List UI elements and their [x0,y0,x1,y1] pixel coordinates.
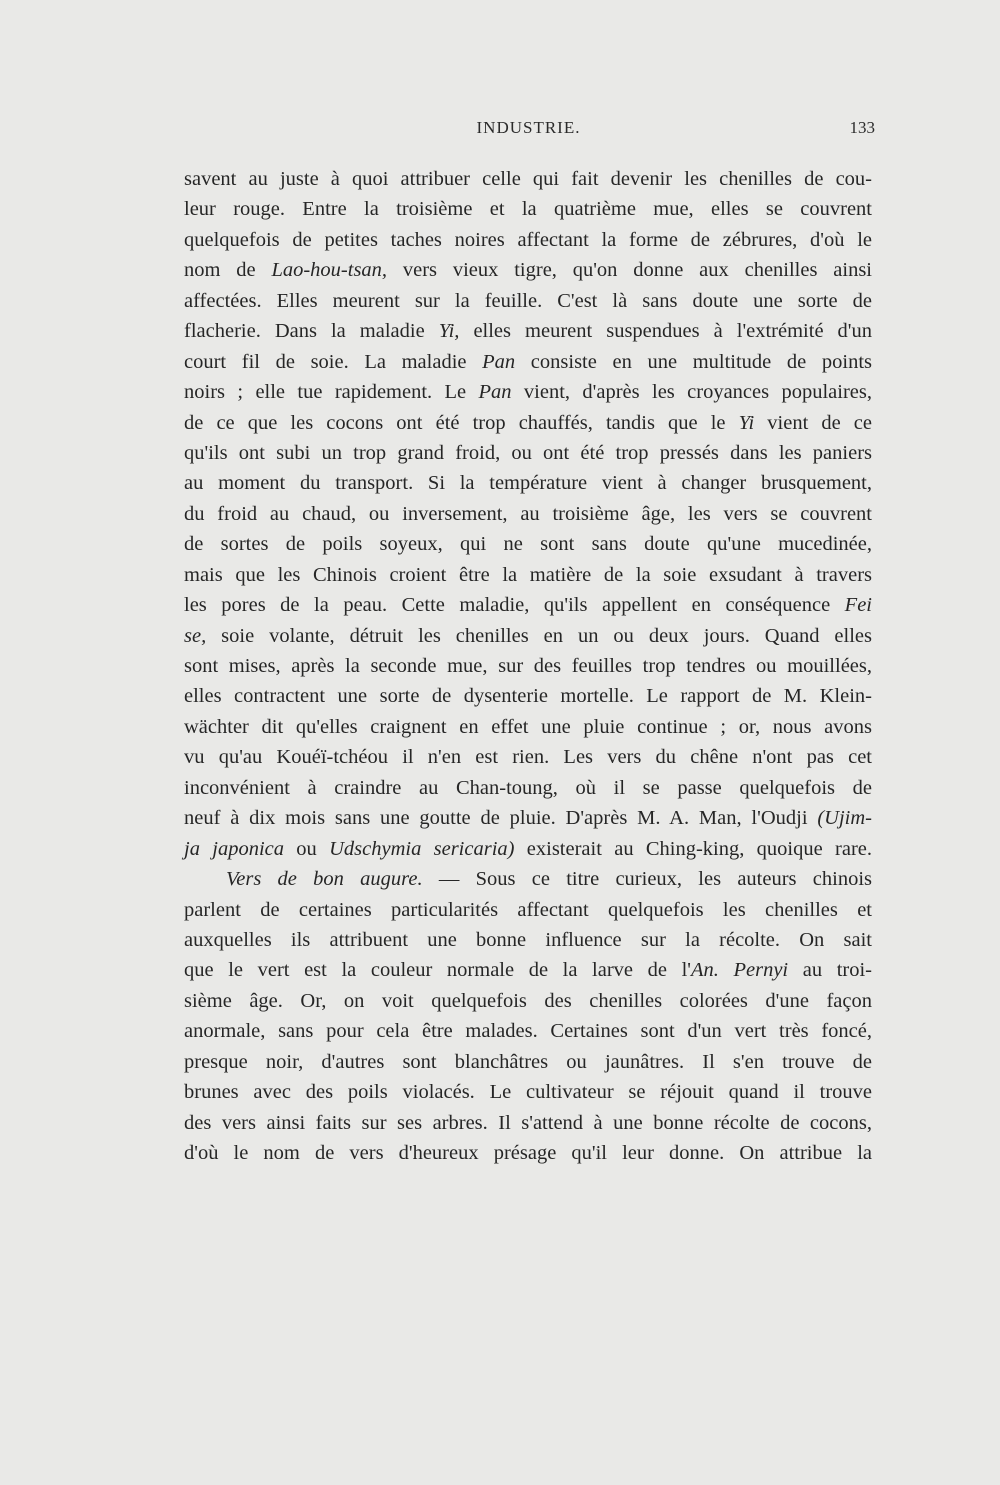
text-segment: existerait au Ching-king, quoique rare. [514,837,872,860]
text-segment: d'où le nom de vers d'heureux présage qu'il leur donne. On attribue la [184,1142,872,1164]
running-head [182,118,875,148]
text-line [184,834,872,864]
text-line [184,408,872,438]
text-line [184,742,872,772]
text-line [184,438,872,468]
text-segment: vient, d'après les croyances populaires, [511,381,872,404]
text-segment: mais que les Chinois croient être la matière de la soie exsudant à travers [184,563,872,586]
text-segment: vu qu'au Kouéï-tchéou il n'en est rien. Les vers du chêne n'ont pas cet [184,746,872,769]
text-line [184,925,872,955]
text-line [184,499,872,529]
text-segment: neuf à dix mois sans une goutte de pluie. D'après M. A. Man, l'Oudji [184,807,818,830]
text-segment: de ce que les cocons ont été trop chauffés, tandis que le [184,411,739,434]
text-segment: affectées. Elles meurent sur la feuille. C'est là sans doute une sorte de [184,289,872,312]
text-segment: au moment du transport. Si la température vient à changer brusquement, [184,472,872,495]
text-line [184,895,872,925]
text-segment: ou [283,837,330,860]
text-line [184,864,872,894]
italic-text: Pan [478,381,512,404]
italic-text: Vers de bon augure. [226,868,423,891]
text-line [184,773,872,803]
text-segment: parlent de certaines particularités affectant quelquefois les chenilles et [184,898,872,921]
text-line [184,986,872,1016]
text-line [184,286,872,316]
text-line [184,377,872,407]
italic-text: ja japonica [184,837,284,860]
text-segment: nom de [184,259,272,282]
text-segment: que le vert est la couleur normale de la larve de l' [184,959,691,982]
italic-text: An. Pernyi [690,959,789,982]
text-segment: auxquelles ils attribuent une bonne influence sur la récolte. On sait [184,928,872,951]
text-segment: elles meurent suspendues à l'extrémité d'un [459,320,873,343]
italic-text: Lao-hou-tsan, [271,259,388,282]
text-segment: au troi- [788,959,872,982]
text-line [184,1108,872,1138]
text-segment: quelquefois de petites taches noires affectant la forme de zébrures, d'où le [184,228,872,251]
text-segment: wächter dit qu'elles craignent en effet une pluie continue ; or, nous avons [184,715,872,738]
text-line [184,225,872,255]
text-segment: flacherie. Dans la maladie [184,320,439,343]
text-line [184,255,872,285]
italic-text: Fei [844,594,872,617]
text-segment: court fil de soie. La maladie [184,350,483,373]
text-segment: soie volante, détruit les chenilles en un ou deux jours. Quand elles [206,624,872,647]
text-line [184,681,872,711]
text-line [184,955,872,985]
text-segment: — Sous ce titre curieux, les auteurs chinois [422,868,872,891]
italic-text: (Ujim- [817,807,872,830]
italic-text: Udschymia sericaria) [329,837,515,860]
text-line [184,803,872,833]
text-segment: du froid au chaud, ou inversement, au troisième âge, les vers se couvrent [184,502,872,525]
text-line [184,347,872,377]
body-text [184,164,872,1168]
text-line [184,164,872,194]
text-line [184,529,872,559]
text-segment: savent au juste à quoi attribuer celle qui fait devenir les chenilles de cou- [184,168,872,190]
text-segment: de sortes de poils soyeux, qui ne sont sans doute qu'une mucedinée, [184,533,872,556]
text-segment: qu'ils ont subi un trop grand froid, ou ont été trop pressés dans les paniers [184,441,872,464]
italic-text: Pan [482,350,516,373]
text-segment: presque noir, d'autres sont blanchâtres ou jaunâtres. Il s'en trouve de [184,1050,872,1073]
italic-text: Yi [738,411,755,434]
text-segment: brunes avec des poils violacés. Le cultivateur se réjouit quand il trouve [184,1081,872,1104]
text-line [184,1016,872,1046]
text-segment: sième âge. Or, on voit quelquefois des chenilles colorées d'une façon [184,989,872,1012]
text-segment: vers vieux tigre, qu'on donne aux chenilles ainsi [387,259,872,282]
text-segment: inconvénient à craindre au Chan-toung, où il se passe quelquefois de [184,776,872,799]
text-line [184,621,872,651]
text-segment: consiste en une multitude de points [515,350,872,373]
text-segment: noirs ; elle tue rapidement. Le [184,381,479,404]
text-line [184,590,872,620]
text-line [184,468,872,498]
text-segment: elles contractent une sorte de dysenterie mortelle. Le rapport de M. Klein- [184,685,872,708]
text-segment: vient de ce [754,411,872,434]
text-segment: anormale, sans pour cela être malades. Certaines sont d'un vert très foncé, [184,1020,872,1043]
italic-text: Yi, [438,320,460,343]
text-segment: sont mises, après la seconde mue, sur des feuilles trop tendres ou mouillées, [184,655,872,677]
text-line [184,560,872,590]
text-line [184,194,872,224]
text-segment: des vers ainsi faits sur ses arbres. Il s'attend à une bonne récolte de cocons, [184,1111,872,1134]
text-line [184,1047,872,1077]
text-segment: les pores de la peau. Cette maladie, qu'ils appellent en conséquence [184,594,845,617]
text-line [184,316,872,346]
page-number: 133 [849,118,875,137]
running-head-title: INDUSTRIE. [476,118,581,137]
italic-text: se, [184,624,207,647]
text-line [184,712,872,742]
text-line [184,1077,872,1107]
text-line [184,651,872,681]
text-segment: leur rouge. Entre la troisième et la quatrième mue, elles se couvrent [184,198,872,221]
text-line [184,1138,872,1168]
